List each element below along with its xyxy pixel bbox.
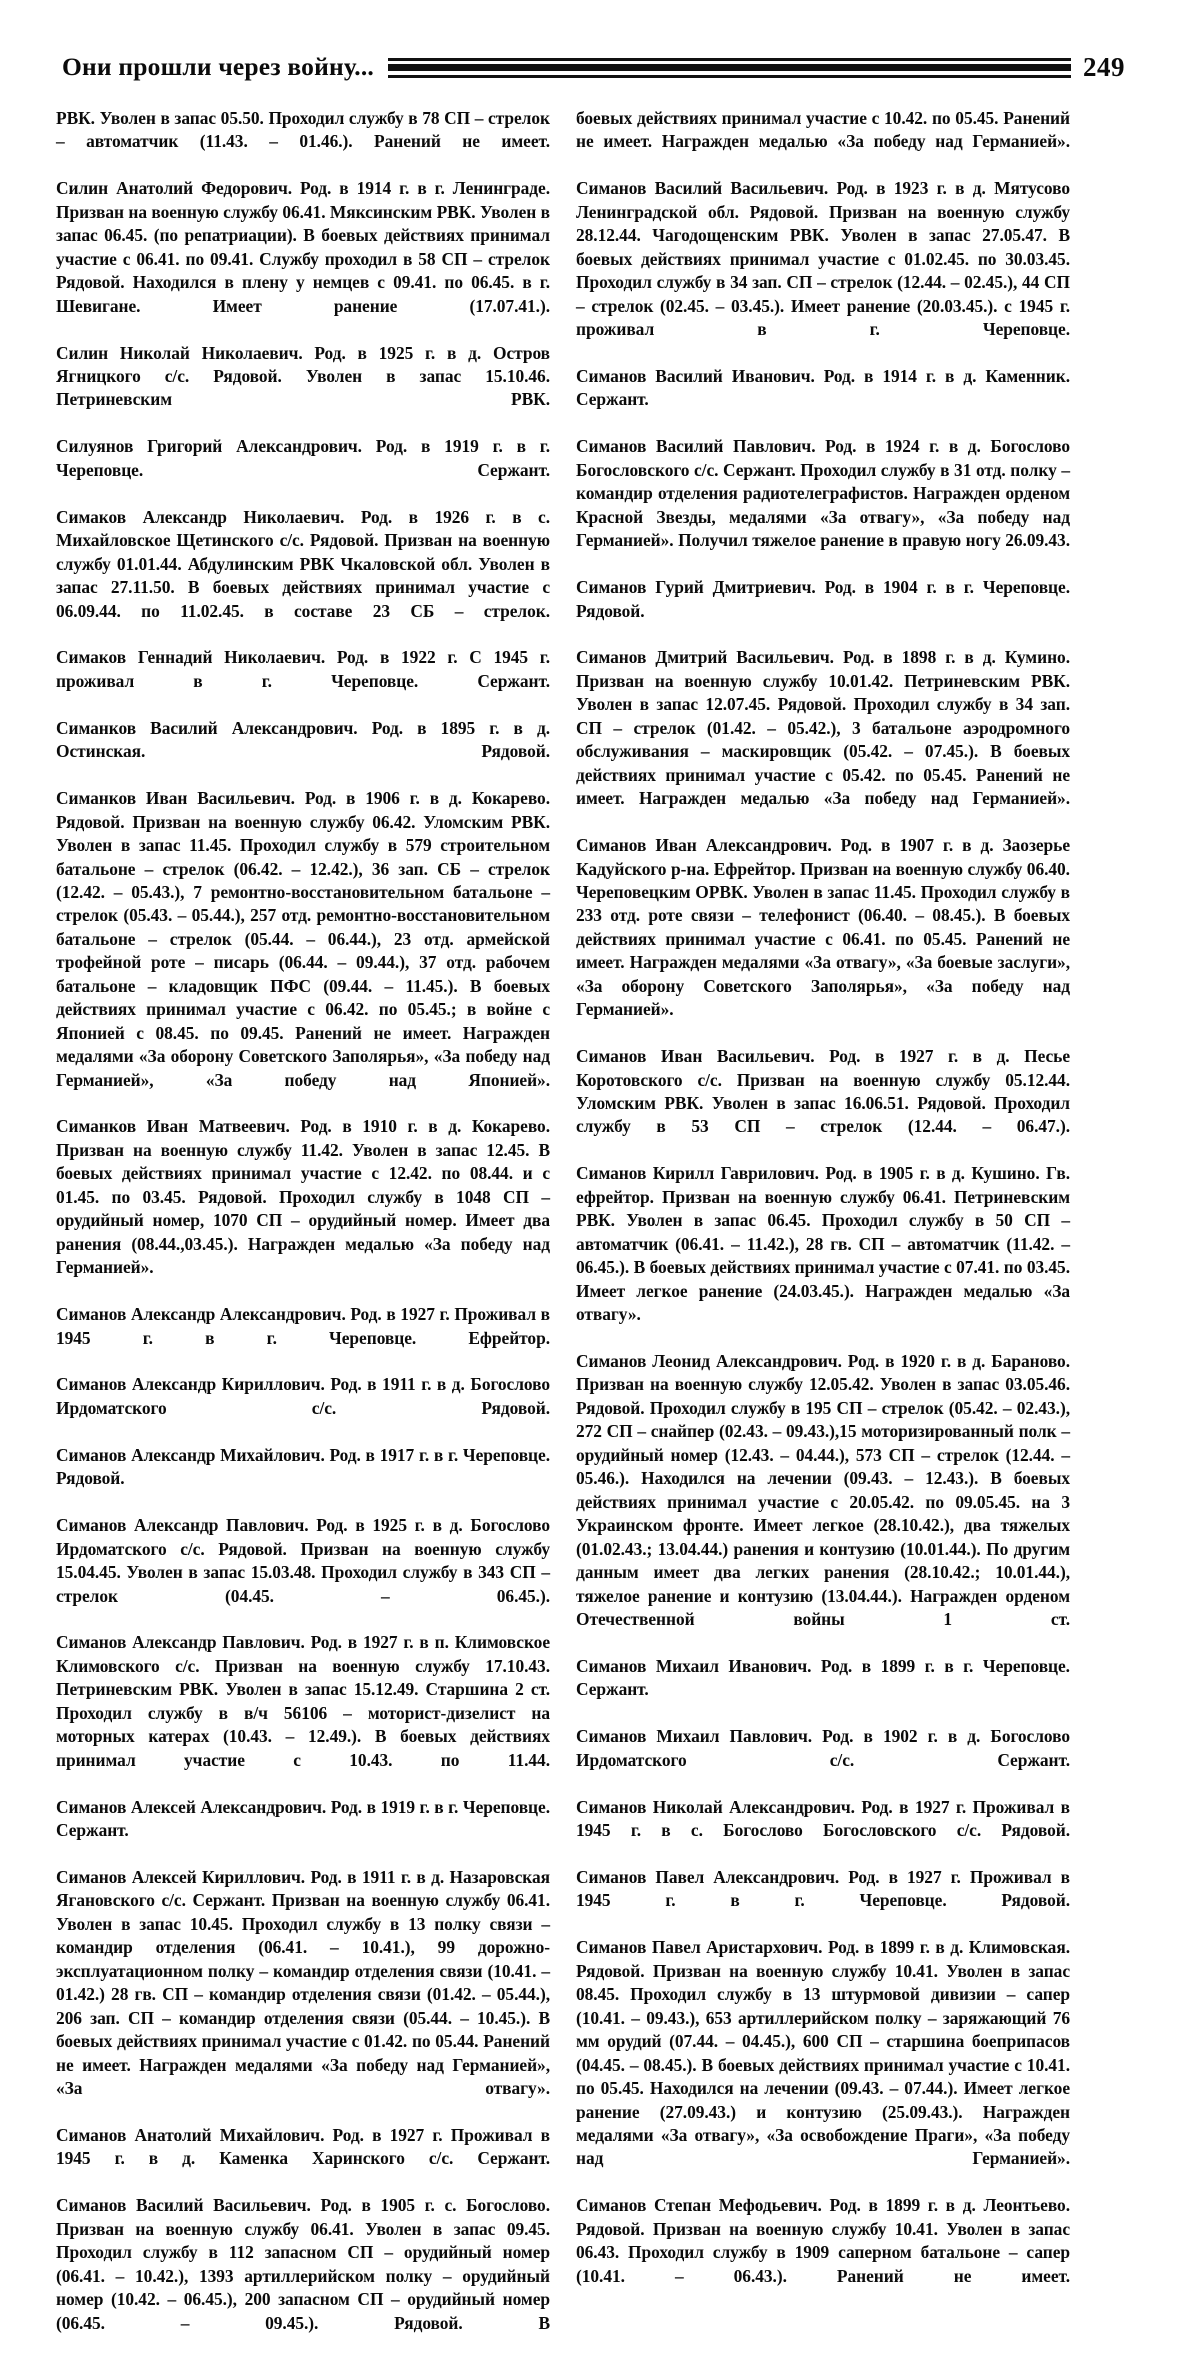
- running-head-title: Они прошли через войну...: [62, 52, 374, 81]
- biography-entry: Симанов Михаил Иванович. Род. в 1899 г. в г. Череповце. Сержант.: [576, 1655, 1070, 1700]
- biography-entry: Симанков Иван Васильевич. Род. в 1906 г. в д. Кокарево. Рядовой. Призван на военную службу 06.42. Уломским РВК. Уволен в запас 11.45. Проходил службу в 579 строительном батальоне – стрелок (06.42. – 12.42.), 36 зап. СБ – стрелок (12.42. – 05.43.), 7 ремонтно-восстановительном батальоне – стрелок (05.43. – 05.44.), 257 отд. ремонтно-восстановительном батальоне – стрелок (05.44. – 06.44.), 23 отд. армейской трофейной роте – писарь (06.44. – 09.44.), 37 отд. рабочем батальоне – кладовщик ПФС (09.44. – 11.45.). В боевых действиях принимал участие с 06.42. по 05.45.; в войне с Японией с 08.45. по 09.45. Ранений не имеет. Награжден медалями «За оборону Советского Заполярья», «За победу над Германией», «За победу над Японией».: [56, 788, 550, 1090]
- biography-entry: Симанов Павел Александрович. Род. в 1927 г. Проживал в 1945 г. в г. Череповце. Рядовой.: [576, 1866, 1070, 1911]
- biography-entry: Симанов Степан Мефодьевич. Род. в 1899 г. в д. Леонтьево. Рядовой. Призван на военную службу 10.41. Уволен в запас 06.43. Проходил службу в 1909 саперном батальоне – сапер (10.41. – 06.43.). Ранений не имеет.: [576, 2195, 1070, 2286]
- biography-entry: Силин Николай Николаевич. Род. в 1925 г. в д. Остров Ягницкого с/с. Рядовой. Уволен в запас 15.10.46. Петриневским РВК.: [56, 342, 550, 410]
- left-column: [56, 107, 550, 2359]
- biography-entry: Симанов Василий Иванович. Род. в 1914 г. в д. Каменник. Сержант.: [576, 365, 1070, 410]
- biography-entry: Симанов Алексей Александрович. Род. в 1919 г. в г. Череповце. Сержант.: [56, 1796, 550, 1841]
- biography-entry: Симанов Иван Васильевич. Род. в 1927 г. в д. Песье Коротовского с/с. Призван на военную службу 05.12.44. Уломским РВК. Уволен в запас 16.06.51. Рядовой. Проходил службу в 53 СП – стрелок (12.44. – 06.47.).: [576, 1046, 1070, 1137]
- biography-entry: Симанов Анатолий Михайлович. Род. в 1927 г. Проживал в 1945 г. в д. Каменка Харинского с/с. Сержант.: [56, 2124, 550, 2169]
- text-columns: [56, 107, 1129, 2359]
- biography-entry: Симанов Александр Павлович. Род. в 1925 г. в д. Богослово Ирдоматского с/с. Рядовой. Призван на военную службу 15.04.45. Уволен в запас 15.03.48. Проходил службу в 343 СП – стрелок (04.45. – 06.45.).: [56, 1515, 550, 1606]
- biography-entry: Симанов Кирилл Гаврилович. Род. в 1905 г. в д. Кушино. Гв. ефрейтор. Призван на военную службу 06.41. Петриневским РВК. Уволен в запас 06.45. Проходил службу в 50 СП – автоматчик (06.41. – 11.42.), 28 гв. СП – автоматчик (11.42. – 06.45.). В боевых действиях принимал участие с 07.41. по 03.45. Имеет легкое ранение (24.03.45.). Награжден медалью «За отвагу».: [576, 1163, 1070, 1325]
- biography-entry: боевых действиях принимал участие с 10.42. по 05.45. Ранений не имеет. Награжден медалью «За победу над Германией».: [576, 108, 1070, 152]
- biography-entry: Симанов Василий Васильевич. Род. в 1923 г. в д. Мятусово Ленинградской обл. Рядовой. Призван на военную службу 28.12.44. Чагодощенским РВК. Уволен в запас 27.05.47. В боевых действиях принимал участие с 01.02.45. по 30.03.45. Проходил службу в 34 зап. СП – стрелок (12.44. – 02.45.), 44 СП – стрелок (02.45. – 03.45.). Имеет ранение (20.03.45.). с 1945 г. проживал в г. Череповце.: [576, 178, 1070, 340]
- running-head: [62, 44, 1125, 90]
- header-rule: [388, 56, 1071, 78]
- biography-entry: Симанов Александр Павлович. Род. в 1927 г. в п. Климовское Климовского с/с. Призван на военную службу 17.10.43. Петриневским РВК. Уволен в запас 15.12.49. Старшина 2 ст. Проходил службу в в/ч 56106 – моторист-дизелист на моторных катерах (10.43. – 12.49.). В боевых действиях принимал участие с 10.43. по 11.44.: [56, 1632, 550, 1770]
- biography-entry: Силуянов Григорий Александрович. Род. в 1919 г. в г. Череповце. Сержант.: [56, 436, 550, 480]
- biography-entry: РВК. Уволен в запас 05.50. Проходил службу в 78 СП – стрелок – автоматчик (11.43. – 01.46.). Ранений не имеет.: [56, 108, 550, 152]
- biography-entry: Симанов Михаил Павлович. Род. в 1902 г. в д. Богослово Ирдоматского с/с. Сержант.: [576, 1726, 1070, 1770]
- biography-entry: Симанков Василий Александрович. Род. в 1895 г. в д. Остинская. Рядовой.: [56, 717, 550, 762]
- biography-entry: Симанов Николай Александрович. Род. в 1927 г. Проживал в 1945 г. в с. Богослово Богословского с/с. Рядовой.: [576, 1796, 1070, 1841]
- biography-entry: Симанов Александр Михайлович. Род. в 1917 г. в г. Череповце. Рядовой.: [56, 1444, 550, 1489]
- biography-entry: Симанов Василий Васильевич. Род. в 1905 г. с. Богослово. Призван на военную службу 06.41. Уволен в запас 09.45. Проходил службу в 112 запасном СП – орудийный номер (06.41. – 10.42.), 1393 артиллерийском полку – орудийный номер (10.42. – 06.45.), 200 запасном СП – орудийный номер (06.45. – 09.45.). Рядовой. В: [56, 2195, 550, 2333]
- biography-entry: Симанов Леонид Александрович. Род. в 1920 г. в д. Бараново. Призван на военную службу 12.05.42. Уволен в запас 03.05.46. Рядовой. Проходил службу в 195 СП – стрелок (05.42. – 02.43.), 272 СП – снайпер (02.43. – 09.43.),15 моторизированный полк – орудийный номер (12.43. – 04.44.), 573 СП – стрелок (12.44. – 05.46.). Находился на лечении (09.43. – 12.43.). В боевых действиях принимал участие с 20.05.42. по 09.05.45. на 3 Украинском фронте. Имеет легкое (28.10.42.), два тяжелых (01.02.43.; 13.04.44.) ранения и контузию (10.01.44.). По другим данным имеет два легких ранения (28.10.42.; 10.01.44.), тяжелое ранение и контузию (13.04.44.). Награжден орденом Отечественной войны 1 ст.: [576, 1351, 1070, 1629]
- biography-entry: Симаков Александр Николаевич. Род. в 1926 г. в с. Михайловское Щетинского с/с. Рядовой. Призван на военную службу 01.01.44. Абдулинским РВК Чкаловской обл. Уволен в запас 27.11.50. В боевых действиях принимал участие с 06.09.44. по 11.02.45. в составе 23 СБ – стрелок.: [56, 506, 550, 621]
- biography-entry: Симанов Дмитрий Васильевич. Род. в 1898 г. в д. Кумино. Призван на военную службу 10.01.42. Петриневским РВК. Уволен в запас 12.07.45. Рядовой. Проходил службу в 34 зап. СП – стрелок (01.42. – 05.42.), 3 батальоне аэродромного обслуживания – маскировщик (05.42. – 07.45.). В боевых действиях принимал участие с 05.42. по 05.45. Ранений не имеет. Награжден медалью «За победу над Германией».: [576, 647, 1070, 809]
- biography-entry: Симанов Иван Александрович. Род. в 1907 г. в д. Заозерье Кадуйского р-на. Ефрейтор. Призван на военную службу 06.40. Череповецким ОРВК. Уволен в запас 11.45. Проходил службу в 233 отд. роте связи – телефонист (06.40. – 08.45.). В боевых действиях принимал участие с 06.41. по 05.45. Ранений не имеет. Награжден медалями «За отвагу», «За боевые заслуги», «За оборону Советского Заполярья», «За победу над Германией».: [576, 835, 1070, 1020]
- biography-entry: Симанов Василий Павлович. Род. в 1924 г. в д. Богослово Богословского с/с. Сержант. Проходил службу в 31 отд. полку – командир отделения радиотелеграфистов. Награжден орденом Красной Звезды, медалями «За отвагу», «За победу над Германией». Получил тяжелое ранение в правую ногу 26.09.43.: [576, 436, 1070, 551]
- biography-entry: Симанов Александр Кириллович. Род. в 1911 г. в д. Богослово Ирдоматского с/с. Рядовой.: [56, 1374, 550, 1418]
- biography-entry: Симанов Александр Александрович. Род. в 1927 г. Проживал в 1945 г. в г. Череповце. Ефрейтор.: [56, 1304, 550, 1348]
- right-column: [576, 107, 1070, 2312]
- biography-entry: Симанов Павел Аристархович. Род. в 1899 г. в д. Климовская. Рядовой. Призван на военную службу 10.41. Уволен в запас 08.45. Проходил службу в 13 штурмовой дивизии – сапер (10.41. – 09.43.), 653 артиллерийском полку – заряжающий 76 мм орудий (07.44. – 04.45.), 600 СП – старшина боеприпасов (04.45. – 08.45.). В боевых действиях принимал участие с 10.41. по 05.45. Находился на лечении (09.43. – 07.44.). Имеет легкое ранение (27.09.43.) и контузию (25.09.43.). Награжден медалями «За отвагу», «За освобождение Праги», «За победу над Германией».: [576, 1937, 1070, 2169]
- biography-entry: Симанов Гурий Дмитриевич. Род. в 1904 г. в г. Череповце. Рядовой.: [576, 577, 1070, 621]
- biography-entry: Силин Анатолий Федорович. Род. в 1914 г. в г. Ленинграде. Призван на военную службу 06.41. Мяксинским РВК. Уволен в запас 06.45. (по репатриации). В боевых действиях принимал участие с 06.41. по 09.41. Службу проходил в 58 СП – стрелок Рядовой. Находился в плену у немцев с 09.41. по 06.45. в г. Шевигане. Имеет ранение (17.07.41.).: [56, 178, 550, 316]
- biography-entry: Симанков Иван Матвеевич. Род. в 1910 г. в д. Кокарево. Призван на военную службу 11.42. Уволен в запас 12.45. В боевых действиях принимал участие с 12.42. по 08.44. и с 01.45. по 03.45. Рядовой. Проходил службу в 1048 СП – орудийный номер, 1070 СП – орудийный номер. Имеет два ранения (08.44.,03.45.). Награжден медалью «За победу над Германией».: [56, 1116, 550, 1278]
- page-number: 249: [1083, 51, 1125, 82]
- biography-entry: Симанов Алексей Кириллович. Род. в 1911 г. в д. Назаровская Ягановского с/с. Сержант. Призван на военную службу 06.41. Уволен в запас 10.45. Проходил службу в 13 полку связи – командир отделения (06.41. – 10.41.), 99 дорожно-эксплуатационном полку – командир отделения связи (10.41. – 01.42.) 28 гв. СП – командир отделения связи (01.42. – 05.44.), 206 зап. СП – командир отделения связи (05.44. – 10.45.). В боевых действиях принимал участие с 01.42. по 05.44. Ранений не имеет. Награжден медалями «За победу над Германией», «За отвагу».: [56, 1866, 550, 2099]
- biography-entry: Симаков Геннадий Николаевич. Род. в 1922 г. С 1945 г. проживал в г. Череповце. Сержант.: [56, 647, 550, 691]
